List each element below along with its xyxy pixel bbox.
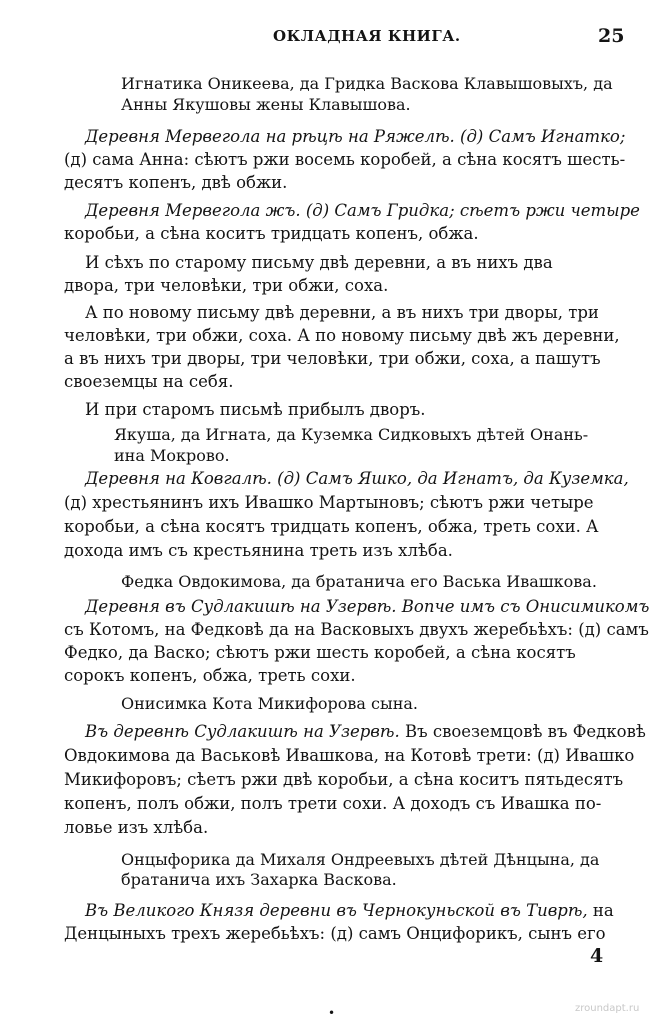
text-line: человѣки, три обжи, соха. А по новому письму двѣ жъ деревни, — [64, 326, 620, 345]
text-line: И сѣхъ по старому письму двѣ деревни, а въ нихъ два — [85, 253, 553, 272]
heading-line: Якуша, да Игната, да Куземка Сидковыхъ дѣтей Онань- — [114, 425, 589, 444]
heading-line: братанича ихъ Захарка Васкова. — [121, 870, 397, 889]
text-line: сорокъ копенъ, обжа, треть сохи. — [64, 666, 356, 685]
text-line: А по новому письму двѣ деревни, а въ нихъ три дворы, три — [85, 303, 599, 322]
text-line: Въ Великого Князя деревни въ Чернокуньской въ Тиврѣ, на — [85, 901, 614, 920]
text-line-italic: Деревня въ Судлакишѣ на Узервѣ. Вопче имъ съ Онисимикомъ — [85, 597, 650, 616]
place-name-italic: Въ деревнѣ Судлакишѣ на Узервѣ. — [85, 722, 400, 741]
text-line: съ Котомъ, на Федковѣ да на Васковыхъ двухъ жеребьѣхъ: (д) самъ — [64, 620, 649, 639]
text-line: Овдокимова да Васьковѣ Ивашкова, на Котовѣ трети: (д) Ивашко — [64, 746, 635, 765]
text-line: И при старомъ письмѣ прибылъ дворъ. — [85, 400, 426, 419]
place-name-italic: Въ Великого Князя деревни въ Чернокуньской въ Тиврѣ, — [85, 901, 588, 920]
text-line: Денцыныхъ трехъ жеребьѣхъ: (д) самъ Онцифорикъ, сынъ его — [64, 924, 606, 943]
heading-line: ина Мокрово. — [114, 446, 230, 465]
text-line: Федко, да Васко; сѣютъ ржи шесть коробей, а сѣна косятъ — [64, 643, 576, 662]
text-line: своеземцы на себя. — [64, 372, 234, 391]
text-line: (д) хрестьянинъ ихъ Ивашко Мартыновъ; сѣютъ ржи четыре — [64, 493, 594, 512]
text-line: двора, три человѣки, три обжи, соха. — [64, 276, 389, 295]
heading-line: Онисимка Кота Микифорова сына. — [121, 694, 418, 713]
footer-dot: • — [328, 1006, 336, 1020]
text-line-italic: Деревня Мервегола жъ. (д) Самъ Гридка; сѣетъ ржи четыре — [85, 201, 640, 220]
text-line: ловье изъ хлѣба. — [64, 818, 209, 837]
page-number: 25 — [598, 25, 625, 47]
text-line: коробьи, а сѣна косятъ тридцать копенъ, обжа, треть сохи. А — [64, 517, 599, 536]
watermark: zroundapt.ru — [575, 1003, 640, 1014]
text-line: (д) сама Анна: сѣютъ ржи восемь коробей, а сѣна косятъ шесть- — [64, 150, 626, 169]
text-line: Въ деревнѣ Судлакишѣ на Узервѣ. Въ своеземцовѣ въ Федковѣ — [85, 722, 646, 741]
text-line: копенъ, полъ обжи, полъ трети сохи. А доходъ съ Ивашка по- — [64, 794, 602, 813]
text-line: а въ нихъ три дворы, три человѣки, три обжи, соха, а пашутъ — [64, 349, 601, 368]
signature-mark: 4 — [590, 945, 604, 967]
running-header-title: ОКЛАДНАЯ КНИГА. — [273, 27, 461, 45]
text-line-italic: Деревня на Ковгалѣ. (д) Самъ Яшко, да Игнатъ, да Куземка, — [85, 469, 629, 488]
text-line: десятъ копенъ, двѣ обжи. — [64, 173, 288, 192]
heading-line: Анны Якушовы жены Клавышова. — [121, 95, 411, 114]
heading-line: Онцыфорика да Михаля Ондреевыхъ дѣтей Дѣнцына, да — [121, 850, 600, 869]
text-line: Микифоровъ; сѣетъ ржи двѣ коробьи, а сѣна коситъ пятьдесятъ — [64, 770, 624, 789]
text-line-italic: Деревня Мервегола на рѣцѣ на Ряжелѣ. (д) Самъ Игнатко; — [85, 127, 626, 146]
text-line: дохода имъ съ крестьянина треть изъ хлѣба. — [64, 541, 453, 560]
heading-line: Федка Овдокимова, да братанича его Васька Ивашкова. — [121, 572, 597, 591]
text-line: коробьи, а сѣна коситъ тридцать копенъ, обжа. — [64, 224, 479, 243]
heading-line: Игнатика Оникеева, да Гридка Васкова Клавышовыхъ, да — [121, 74, 613, 93]
